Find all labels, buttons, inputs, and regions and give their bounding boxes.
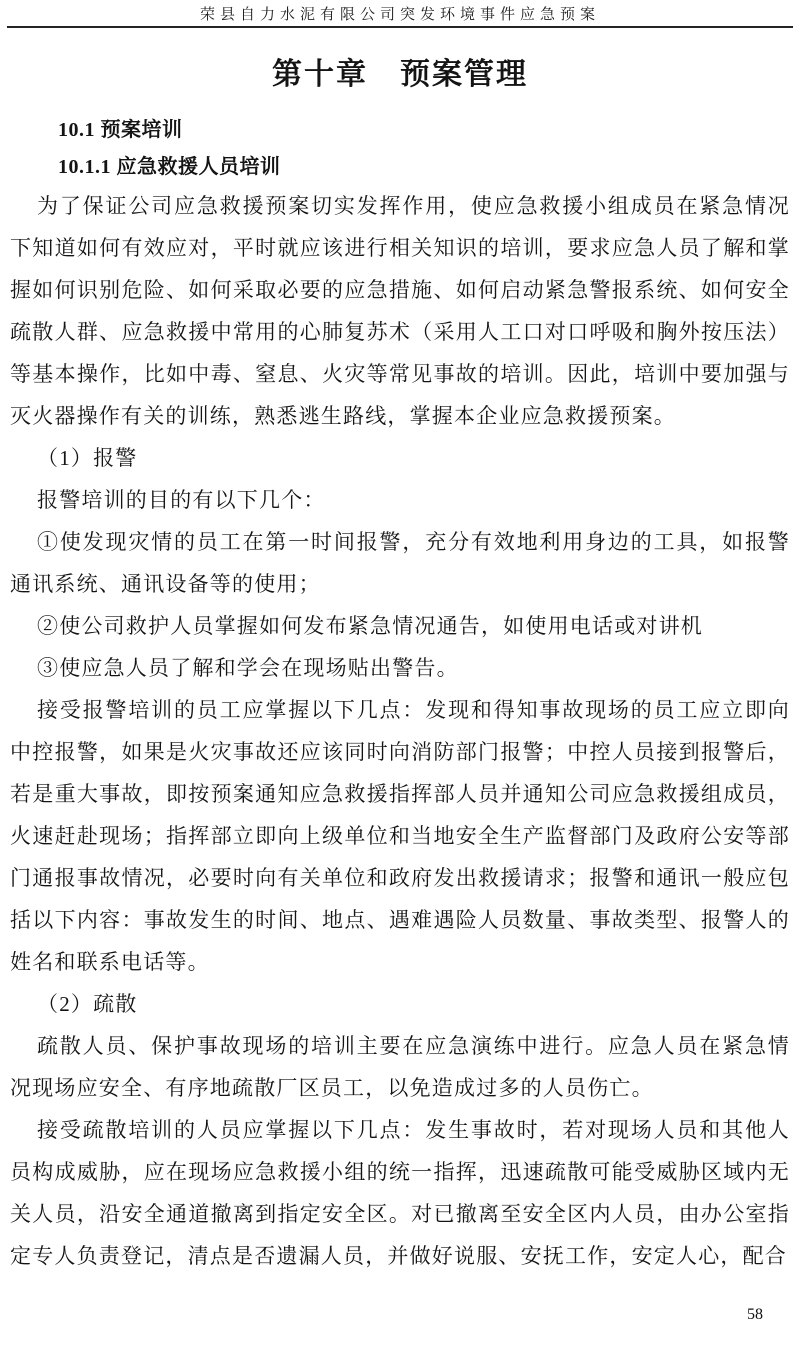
- paragraph-evacuation-intro: 疏散人员、保护事故现场的培训主要在应急演练中进行。应急人员在紧急情况现场应安全、有序地疏散厂区员工，以免造成过多的人员伤亡。: [10, 1034, 790, 1100]
- paragraph-intro: 为了保证公司应急救援预案切实发挥作用，使应急救援小组成员在紧急情况下知道如何有效应对，平时就应该进行相关知识的培训，要求应急人员了解和掌握如何识别危险、如何采取必要的应急措施、如何启动紧急警报系统、如何安全疏散人群、应急救援中常用的心肺复苏术（采用人工口对口呼吸和胸外按压法）等基本操作，比如中毒、窒息、火灾等常见事故的培训。因此，培训中要加强与灭火器操作有关的训练，熟悉逃生路线，掌握本企业应急救援预案。: [10, 194, 790, 428]
- document-body: [0, 115, 800, 1277]
- paragraph-alarm-training: 接受报警培训的员工应掌握以下几点：发现和得知事故现场的员工应立即向中控报警，如果是火灾事故还应该同时向消防部门报警；中控人员接到报警后，若是重大事故，即按预案通知应急救援指挥部人员并通知公司应急救援组成员，火速赶赴现场；指挥部立即向上级单位和当地安全生产监督部门及政府公安等部门通报事故情况，必要时向有关单位和政府发出救援请求；报警和通讯一般应包括以下内容：事故发生的时间、地点、遇难遇险人员数量、事故类型、报警人的姓名和联系电话等。: [10, 698, 790, 974]
- paragraph-evacuation-training: 接受疏散培训的人员应掌握以下几点：发生事故时，若对现场人员和其他人员构成威胁，应在现场应急救援小组的统一指挥，迅速疏散可能受威胁区域内无关人员，沿安全通道撤离到指定安全区。对已撤离至安全区内人员，由办公室指定专人负责登记，清点是否遗漏人员，并做好说服、安抚工作，安定人心，配合: [10, 1118, 790, 1268]
- header-divider: [7, 26, 793, 28]
- running-header-title: 荣县自力水泥有限公司突发环境事件应急预案: [199, 7, 600, 23]
- list-heading-evacuation: （2）疏散: [37, 992, 138, 1016]
- page-number: 58: [747, 1306, 763, 1323]
- numbered-item-2: ②使公司救护人员掌握如何发布紧急情况通告，如使用电话或对讲机: [37, 614, 703, 638]
- chapter-title: 第十章 预案管理: [272, 58, 528, 91]
- numbered-item-3: ③使应急人员了解和学会在现场贴出警告。: [37, 656, 459, 680]
- section-heading-10-1: 10.1 预案培训: [58, 119, 183, 141]
- paragraph-alarm-purpose: 报警培训的目的有以下几个：: [37, 488, 326, 512]
- numbered-item-1: ①使发现灾情的员工在第一时间报警，充分有效地利用身边的工具，如报警通讯系统、通讯设备等的使用；: [10, 530, 790, 596]
- section-heading-10-1-1: 10.1.1 应急救援人员培训: [58, 156, 281, 178]
- list-heading-alarm: （1）报警: [37, 446, 138, 470]
- page-header: [0, 0, 800, 28]
